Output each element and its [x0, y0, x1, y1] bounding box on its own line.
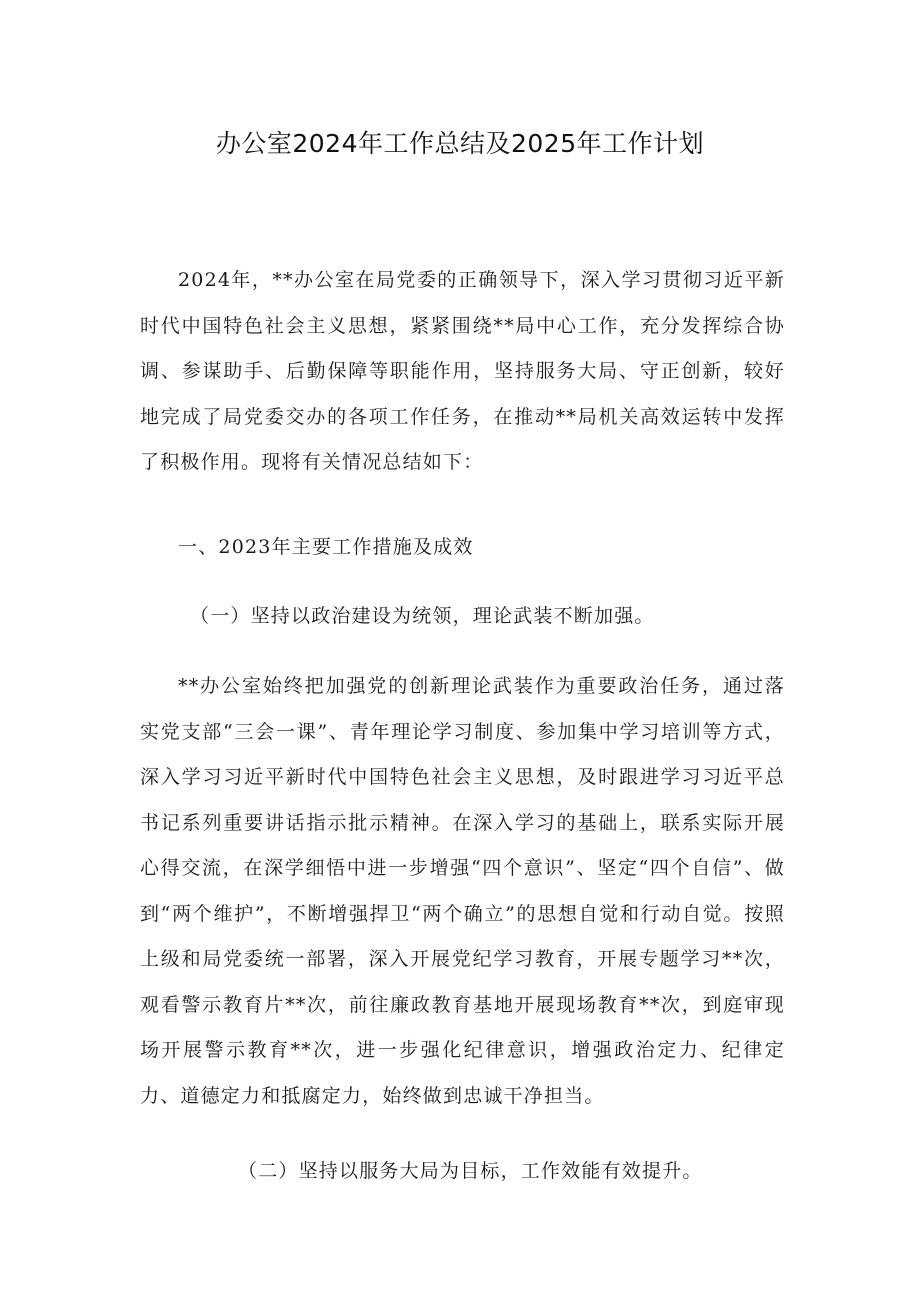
subsection-heading: （二）坚持以服务大局为目标，工作效能有效提升。 — [238, 1160, 703, 1182]
intro-paragraph: 2024年，**办公室在局党委的正确领导下，深入学习贯彻习近平新时代中国特色社会主义思想，紧紧围绕**局中心工作，充分发挥综合协调、参谋助手、后勤保障等职能作用，坚持服务大局、守正创新，较好地完成了局党委交办的各项工作任务，在推动**局机关高效运转中发挥了积极作用。现将有关情况总结如下： — [140, 269, 785, 473]
subsection-heading: （一）坚持以政治建设为统领，理论武装不断加强。 — [190, 605, 655, 627]
section-heading: 一、2023年主要工作措施及成效 — [178, 536, 474, 558]
body-paragraph: **办公室始终把加强党的创新理论武装作为重要政治任务，通过落实党支部“三会一课”、青年理论学习制度、参加集中学习培训等方式，深入学习习近平新时代中国特色社会主义思想，及时跟进学习习近平总书记系列重要讲话指示批示精神。在深入学习的基础上，联系实际开展心得交流，在深学细悟中进一步增强“四个意识”、坚定“四个自信”、做到“两个维护”，不断增强捍卫“两个确立”的思想自觉和行动自觉。按照上级和局党委统一部署，深入开展党纪学习教育，开展专题学习**次，观看警示教育片**次，前往廉政教育基地开展现场教育**次，到庭审现场开展警示教育**次，进一步强化纪律意识，增强政治定力、纪律定力、道德定力和抵腐定力，始终做到忠诚干净担当。 — [140, 675, 785, 1107]
document-title: 办公室2024年工作总结及2025年工作计划 — [215, 129, 705, 158]
